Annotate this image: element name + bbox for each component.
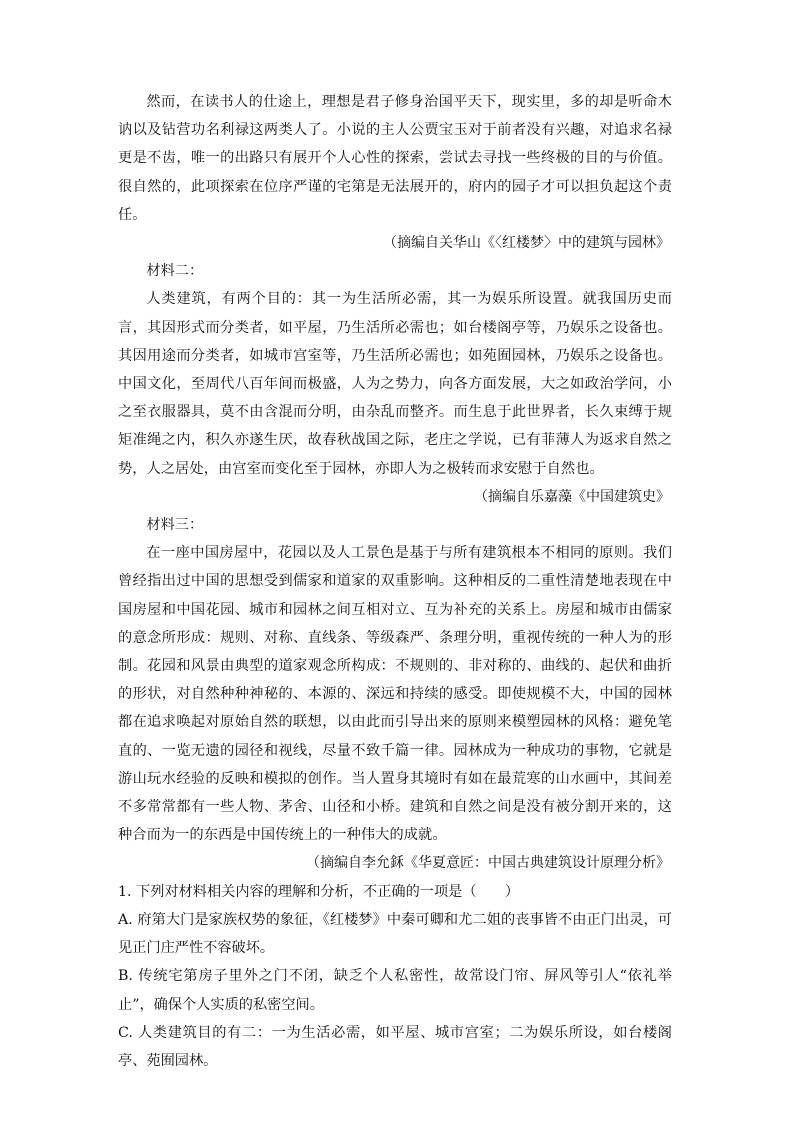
material-3-source: （摘编自李允鉌《华夏意匠：中国古典建筑设计原理分析》 bbox=[306, 855, 670, 872]
question-1-option-a: A. 府第大门是家族权势的象征，《红楼梦》中秦可卿和尤二姐的丧事皆不由正门出灵，可见正门庄严性不容破坏。 bbox=[118, 911, 672, 957]
material-2-heading: 材料二： bbox=[146, 263, 204, 280]
material-3-paragraph: 在一座中国房屋中，花园以及人工景色是基于与所有建筑根本不相同的原则。我们曾经指出过中国的思想受到儒家和道家的双重影响。这种相反的二重性清楚地表现在中国房屋和中国花园、城市和园林之间互相对立、互为补充的关系上。房屋和城市由儒家的意念所形成：规则、对称、直线条、等级森严、条理分明，重视传统的一种人为的形制。花园和风景由典型的道家观念所构成：不规则的、非对称的、曲线的、起伏和曲折的形状，对自然种种神秘的、本源的、深远和持续的感受。即使规模不大，中国的园林都在追求唤起对原始自然的联想，以由此而引导出来的原则来模塑园林的风格：避免笔直的、一览无遗的园径和视线，尽量不致千篇一律。园林成为一种成功的事物，它就是游山玩水经验的反映和模拟的创作。当人置身其境时有如在最荒寒的山水画中，其间差不多常常都有一些人物、茅舍、山径和小桥。建筑和自然之间是没有被分割开来的，这种合而为一的东西是中国传统上的一种伟大的成就。 bbox=[118, 545, 672, 844]
question-1-option-b: B. 传统宅第房子里外之门不闭，缺乏个人私密性，故常设门帘、屏风等引人“依礼举止”，确保个人实质的私密空间。 bbox=[118, 968, 672, 1013]
question-1-stem: 1. 下列对材料相关内容的理解和分析，不正确的一项是（ ） bbox=[118, 883, 520, 900]
material-1-source: （摘编自关华山《〈红楼梦〉中的建筑与园林》 bbox=[383, 235, 670, 252]
question-1-option-c: C. 人类建筑目的有二：一为生活必需，如平屋、城市宫室；二为娱乐所设，如台楼阁亭、苑囿园林。 bbox=[118, 1024, 672, 1069]
material-1-paragraph: 然而，在读书人的仕途上，理想是君子修身治国平天下，现实里，多的却是听命木讷以及钻营功名利禄这两类人了。小说的主人公贾宝玉对于前者没有兴趣，对追求名禄更是不齿，唯一的出路只有展开个人心性的探索，尝试去寻找一些终极的目的与价值。很自然的，此项探索在位序严谨的宅第是无法展开的，府内的园子才可以担负起这个责任。 bbox=[118, 94, 672, 223]
material-3-heading: 材料三： bbox=[146, 517, 204, 534]
material-2-source: （摘编自乐嘉藻《中国建筑史》 bbox=[474, 488, 670, 505]
material-2-paragraph: 人类建筑，有两个目的：其一为生活所必需，其一为娱乐所设置。就我国历史而言，其因形式而分类者，如平屋，乃生活所必需也；如台楼阁亭等，乃娱乐之设备也。其因用途而分类者，如城市宫室等，乃生活所必需也；如苑囿园林，乃娱乐之设备也。中国文化，至周代八百年间而极盛，人为之势力，向各方面发展，大之如政治学问，小之至衣服器具，莫不由含混而分明，由杂乱而整齐。而生息于此世界者，长久束缚于规矩准绳之内，积久亦遂生厌，故春秋战国之际，老庄之学说，已有菲薄人为返求自然之势，人之居处，由宫室而变化至于园林，亦即人为之极转而求安慰于自然也。 bbox=[118, 291, 672, 477]
document-page bbox=[118, 88, 672, 1075]
